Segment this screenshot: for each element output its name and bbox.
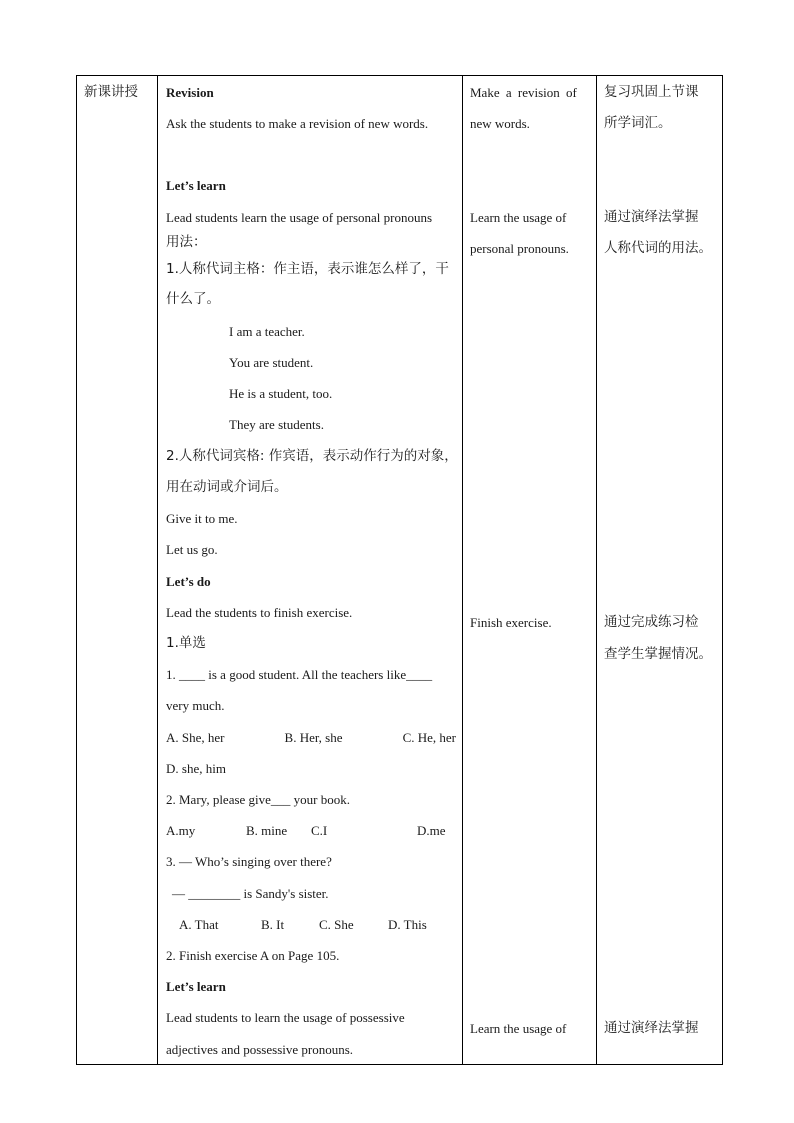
choice-label: 1.单选	[166, 635, 206, 651]
option-c: C.I	[311, 823, 328, 838]
option-c: C. He, her	[402, 730, 456, 745]
rule2-line1: 2.人称代词宾格: 作宾语，表示动作行为的对象，	[166, 448, 458, 464]
question1-line2: very much.	[166, 698, 225, 713]
question1-option-d: D. she, him	[166, 761, 226, 776]
example-sentence: Let us go.	[166, 542, 218, 557]
finish-activity: Finish exercise.	[470, 615, 552, 630]
option-b: B. mine	[246, 823, 288, 838]
teacher-activity-column	[158, 76, 463, 1065]
example-sentence: They are students.	[229, 417, 324, 432]
learn2-activity: Learn the usage of	[470, 1021, 567, 1036]
option-b: B. It	[261, 917, 285, 932]
stage-column	[77, 76, 158, 1065]
option-d: D. This	[388, 917, 427, 932]
question3-line2: — ________ is Sandy's sister.	[172, 886, 329, 901]
rule1-line2: 什么了。	[166, 291, 220, 307]
purpose-column	[597, 76, 723, 1065]
option-a: A. She, her	[166, 730, 225, 745]
revision-purpose-line1: 复习巩固上节课	[604, 84, 699, 100]
learn2-line2: adjectives and possessive pronouns.	[166, 1042, 354, 1057]
option-d: D.me	[417, 823, 446, 838]
example-sentence: I am a teacher.	[229, 324, 305, 339]
learn2-line1: Lead students to learn the usage of possessive	[166, 1010, 405, 1025]
learn-activity-line2: personal pronouns.	[470, 241, 569, 256]
question1-options	[166, 729, 456, 746]
learn-purpose-line1: 通过演绎法掌握	[604, 209, 699, 225]
revision-purpose-line2: 所学词汇。	[604, 115, 672, 131]
rule1-line1: 1.人称代词主格：作主语，表示谁怎么样了，干	[166, 261, 449, 277]
question2: 2. Mary, please give___ your book.	[166, 792, 351, 807]
stage-label: 新课讲授	[84, 84, 138, 100]
lets-do-heading: Let’s do	[166, 574, 211, 589]
revision-heading: Revision	[166, 85, 214, 100]
question1-line1: 1. ____ is a good student. All the teachers like____	[166, 667, 433, 682]
option-c: C. She	[319, 917, 354, 932]
finish-purpose-line1: 通过完成练习检	[604, 614, 699, 630]
revision-activity-line2: new words.	[470, 116, 530, 131]
example-sentence: Give it to me.	[166, 511, 238, 526]
table-row	[77, 76, 723, 1065]
learn-text-line2: 用法：	[166, 234, 207, 250]
option-a: A. That	[179, 917, 219, 932]
lets-learn-heading: Let’s learn	[166, 178, 226, 193]
finish-purpose-line2: 查学生掌握情况。	[604, 646, 712, 662]
student-activity-column	[463, 76, 597, 1065]
lets-learn-heading-2: Let’s learn	[166, 979, 226, 994]
lesson-plan-table	[76, 75, 723, 1065]
option-a: A.my	[166, 823, 196, 838]
option-b: B. Her, she	[284, 730, 343, 745]
revision-text: Ask the students to make a revision of new words.	[166, 116, 429, 131]
question3-line1: 3. — Who’s singing over there?	[166, 854, 332, 869]
example-sentence: He is a student, too.	[229, 386, 333, 401]
do-text: Lead the students to finish exercise.	[166, 605, 353, 620]
learn2-purpose: 通过演绎法掌握	[604, 1020, 699, 1036]
revision-activity-line1: Make a revision of	[470, 85, 577, 100]
learn-purpose-line2: 人称代词的用法。	[604, 240, 712, 256]
finish-exercise-a: 2. Finish exercise A on Page 105.	[166, 948, 340, 963]
learn-text-line1: Lead students learn the usage of personal pronouns	[166, 210, 433, 225]
rule2-line2: 用在动词或介词后。	[166, 479, 288, 495]
example-sentence: You are student.	[229, 355, 314, 370]
learn-activity-line1: Learn the usage of	[470, 210, 567, 225]
